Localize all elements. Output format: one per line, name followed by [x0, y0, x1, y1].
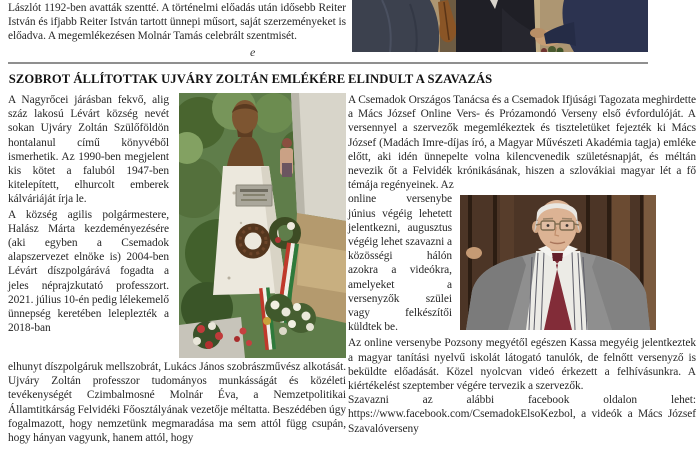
facebook-url[interactable]: https://www.facebook.com/CsemadokElsoKezbol [348, 408, 573, 421]
voting-left-column: online versenybe június végéig lehetett jelentkezni, augusztus végéig lehet szavazni a közösségi hálón azokra a videókra, amelyeket a versenyzők szülei vagy felkészítői küldtek be. [348, 193, 452, 334]
statue-paragraph-2: A község agilis polgármestere, Halász Márta kezdeményezésére (aki egyben a Csemadok alapszervezet elnöke is) 2004-ben Lévárt díszpolgárává fogadta a jeles néprajzkutató professzort. 2021. július 10-én pedig lélekemelő ünnepség keretében leleplezték a 2018-ban [8, 208, 169, 335]
article-voting [348, 72, 696, 436]
statue-paragraph-1: A Nagyrőcei járásban fekvő, alig száz lakosú Lévárt község nevét sokan Ujváry Zoltán Szülőföldön hontalanul című könyvéből ismerhetik. Az 1990-ben megjelent kis kötet a faluból 1947-ben kitelepített, elhurcolt emberek kálváriáját írja le. [8, 94, 169, 206]
macs-jozsef-portrait-photo [460, 195, 656, 330]
ujvary-zoltan-statue-photo [179, 93, 346, 358]
article-end-mark: e [250, 45, 256, 59]
voting-link-prefix: Szavazni az alábbi facebook oldalon lehet: [348, 394, 696, 407]
article-statue-left-column [8, 93, 169, 335]
voting-link-suffix: , a videók a Mács József Szavalóverseny [348, 408, 696, 435]
statue-paragraph-3: elhunyt díszpolgáruk mellszobrát, Lukács János szobrászművész alkotását. Ujváry Zoltán professzor tudományos munkásságát és közéleti tevékenységét Czimbalmosné Molnár Éva, a Nemzetpolitikai Államtitkárság Felvidéki Főosztályának vezetője méltatta. Beszédében úgy fogalmazott, hogy nemzetünk megmaradása ma sem attól függ csupán, hogy hányan vagyunk, hanem attól, hogy [8, 361, 346, 445]
voting-intro-paragraph: A Csemadok Országos Tanácsa és a Csemadok Ifjúsági Tagozata meghirdette a Mács József Online Vers- és Prózamondó Verseny első évfordulóját. A versennyel a szervezők megemlékeztek és tiszteletüket fejezték ki Mács József (Madách Imre-díjas író, a Magyar Művészeti Akadémia tagja) emléke előtt, aki idén ünnepelte volna kilencvenedik születésnapját, és méltán nevezik őt a Felvidék krónikásának, hiszen a szlovákiai magyar lét a fő témája regényeinek. Az [348, 94, 696, 192]
voting-link-paragraph [348, 393, 696, 436]
article-statue [8, 72, 346, 445]
voting-results-paragraph: Az online versenybe Pozsony megyétől egészen Kassa megyéig jelentkeztek a magyar tanítási nyelvű iskolát látogató tanulók, de felnőtt versenyző is beküldte előadását. Közel nyolcvan videó érkezett a felhívásunkra. A kiértékelést szeptember végére tervezik a szervezők. [348, 337, 696, 393]
article-statue-headline: SZOBROT ÁLLÍTOTTAK UJVÁRY ZOLTÁN EMLÉKÉRE [8, 72, 346, 86]
section-divider-rule [8, 62, 648, 64]
previous-article-ending: Lászlót 1192-ben avatták szentté. A történelmi előadás után idősebb Reiter István és ifjabb Reiter István tartott ünnepi műsort, saját szerzeményeket is előadva. A megemlékezésen Molnár Tamás celebrált szentmisét. [8, 2, 346, 43]
ceremony-handshake-photo [352, 0, 648, 52]
article-voting-headline: ELINDULT A SZAVAZÁS [348, 72, 493, 86]
